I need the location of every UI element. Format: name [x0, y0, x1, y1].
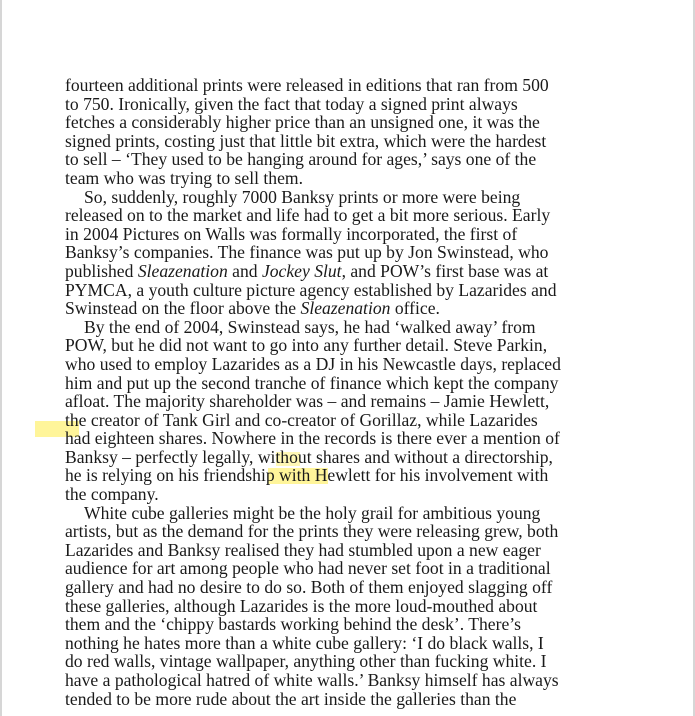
text-line: fetches a considerably higher price than an unsigned one, it was the: [65, 112, 540, 133]
text-line: gallery and had no desire to do so. Both of them enjoyed slagging off: [65, 577, 553, 598]
italic-title: Jockey Slut: [261, 260, 342, 281]
text-line: audience for art among people who had never set foot in a traditional: [65, 558, 551, 579]
text-line: So, suddenly, roughly 7000 Banksy prints or more were being: [84, 186, 521, 207]
page-text: [65, 76, 617, 708]
text-line: them and the ‘chippy bastards working behind the desk’. There’s: [65, 614, 522, 635]
text-line: these galleries, although Lazarides is the more loud-mouthed about: [65, 595, 538, 616]
text-line: POW, but he did not want to go into any further detail. Steve Parkin,: [65, 335, 548, 356]
italic-title: Sleazenation: [137, 260, 228, 281]
text-line: [65, 262, 617, 281]
text-line: the company.: [65, 484, 159, 505]
text-line: he is relying on his friendship with Hewlett for his involvement with: [65, 465, 549, 486]
text-line: signed prints, costing just that little bit extra, which were the hardest: [65, 130, 547, 151]
text-line: Lazarides and Banksy realised they had stumbled upon a new eager: [65, 539, 541, 560]
text-line: who used to employ Lazarides as a DJ in his Newcastle days, replaced: [65, 353, 561, 374]
text-line: do red walls, vintage wallpaper, anything other than fucking white. I: [65, 651, 547, 672]
text-run: Swinstead on the floor above the: [65, 298, 301, 319]
text-run: published: [65, 260, 138, 281]
text-line: PYMCA, a youth culture picture agency established by Lazarides and: [65, 279, 557, 300]
text-run: and: [227, 260, 262, 281]
text-line: team who was trying to sell them.: [65, 167, 303, 188]
italic-title: Sleazenation: [300, 298, 391, 319]
text-line: in 2004 Pictures on Walls was formally incorporated, the first of: [65, 223, 518, 244]
text-line: [65, 299, 617, 318]
text-line: to 750. Ironically, given the fact that today a signed print always: [65, 93, 518, 114]
text-line: had eighteen shares. Nowhere in the records is there ever a mention of: [65, 428, 560, 449]
page-left-edge: [0, 0, 2, 716]
text-line: afloat. The majority shareholder was – and remains – Jamie Hewlett,: [65, 391, 550, 412]
text-line: White cube galleries might be the holy grail for ambitious young: [84, 502, 541, 523]
text-line: artists, but as the demand for the prints they were releasing grew, both: [65, 521, 559, 542]
text-line: fourteen additional prints were released in editions that ran from 500: [65, 75, 549, 95]
text-line: the creator of Tank Girl and co-creator of Gorillaz, while Lazarides: [65, 409, 538, 430]
text-line: have a pathological hatred of white walls.’ Banksy himself has always: [65, 670, 559, 690]
text-line: to sell – ‘They used to be hanging around for ages,’ says one of the: [65, 149, 537, 170]
text-line: Banksy’s companies. The finance was put up by Jon Swinstead, who: [65, 242, 549, 263]
text-line: tended to be more rude about the art inside the galleries than the: [65, 688, 517, 709]
text-line: Banksy – perfectly legally, without shares and without a directorship,: [65, 446, 553, 467]
text-line: nothing he hates more than a white cube gallery: ‘I do black walls, I: [65, 632, 544, 653]
text-line: him and put up the second tranche of finance which kept the company: [65, 372, 559, 393]
text-line: released on to the market and life had to get a bit more serious. Early: [65, 205, 551, 226]
text-run: , and POW’s first base was at: [341, 260, 549, 281]
text-run: office.: [390, 298, 440, 319]
text-line: By the end of 2004, Swinstead says, he had ‘walked away’ from: [84, 316, 536, 337]
